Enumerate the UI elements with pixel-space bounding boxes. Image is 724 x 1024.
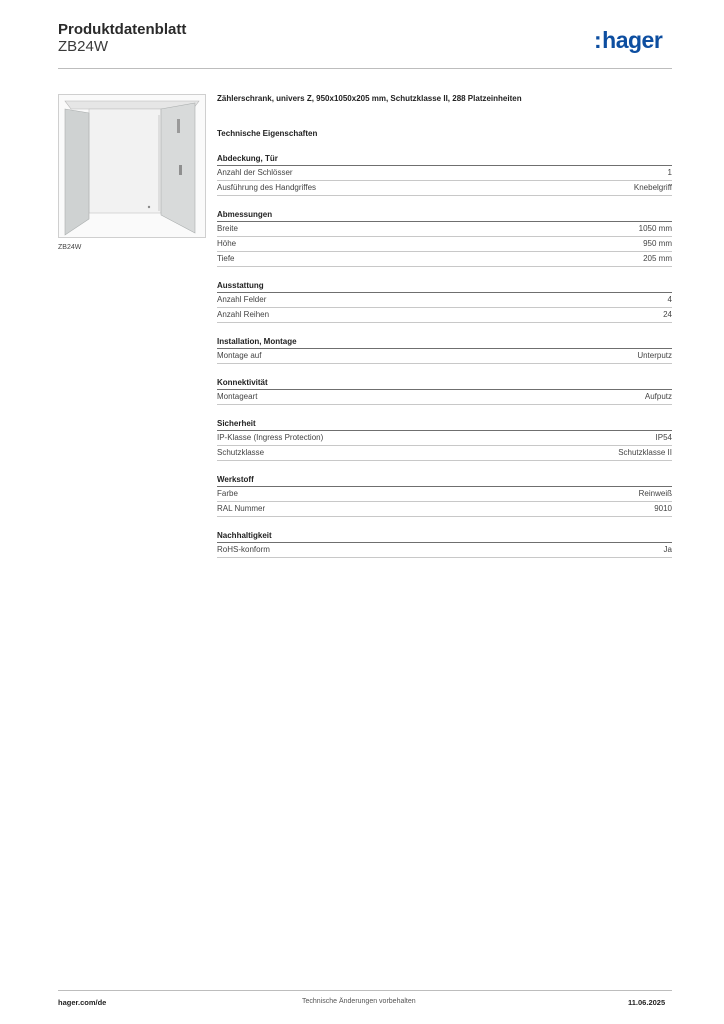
property-row bbox=[217, 390, 672, 405]
product-description: Zählerschrank, univers Z, 950x1050x205 mm, Schutzklasse II, 288 Platzeinheiten bbox=[217, 94, 522, 103]
group-title: Ausstattung bbox=[217, 280, 672, 293]
group-title: Abdeckung, Tür bbox=[217, 153, 672, 166]
cabinet-photo-icon bbox=[59, 95, 205, 237]
property-row bbox=[217, 308, 672, 323]
property-label: Anzahl der Schlösser bbox=[217, 168, 293, 177]
footer-date: 11.06.2025 bbox=[628, 998, 666, 1007]
property-groups bbox=[217, 153, 672, 558]
property-row bbox=[217, 487, 672, 502]
property-value: IP54 bbox=[655, 433, 672, 442]
group-title: Abmessungen bbox=[217, 209, 672, 222]
property-label: Montageart bbox=[217, 392, 258, 401]
property-label: Anzahl Reihen bbox=[217, 310, 270, 319]
property-value: Reinweiß bbox=[638, 489, 672, 498]
property-value: 205 mm bbox=[643, 254, 672, 263]
property-value: Unterputz bbox=[637, 351, 672, 360]
property-label: RoHS-konform bbox=[217, 545, 270, 554]
property-row bbox=[217, 222, 672, 237]
property-group bbox=[217, 418, 672, 461]
property-group bbox=[217, 209, 672, 267]
hager-logo bbox=[594, 27, 662, 54]
group-title: Konnektivität bbox=[217, 377, 672, 390]
property-row bbox=[217, 543, 672, 558]
property-group bbox=[217, 336, 672, 364]
group-title: Installation, Montage bbox=[217, 336, 672, 349]
property-label: Farbe bbox=[217, 489, 238, 498]
property-row bbox=[217, 181, 672, 196]
property-value: Knebelgriff bbox=[633, 183, 672, 192]
property-row bbox=[217, 252, 672, 267]
property-value: 24 bbox=[663, 310, 672, 319]
property-value: 4 bbox=[667, 295, 672, 304]
group-title: Werkstoff bbox=[217, 474, 672, 487]
product-code: ZB24W bbox=[58, 38, 109, 55]
property-value: Schutzklasse II bbox=[618, 448, 672, 457]
property-group bbox=[217, 474, 672, 517]
properties-title: Technische Eigenschaften bbox=[217, 129, 318, 138]
property-group bbox=[217, 280, 672, 323]
product-details bbox=[217, 92, 672, 558]
logo-colon: : bbox=[594, 27, 602, 53]
property-label: Breite bbox=[217, 224, 238, 233]
property-value: Aufputz bbox=[644, 392, 672, 401]
property-value: 9010 bbox=[654, 504, 672, 513]
property-value: Ja bbox=[663, 545, 672, 554]
logo-text: hager bbox=[602, 27, 663, 53]
footer-notice: Technische Änderungen vorbehalten bbox=[302, 998, 416, 1005]
property-group bbox=[217, 377, 672, 405]
property-label: Höhe bbox=[217, 239, 237, 248]
header-divider bbox=[58, 68, 672, 69]
image-caption: ZB24W bbox=[58, 244, 82, 251]
footer-divider bbox=[58, 990, 672, 991]
footer-website: hager.com/de bbox=[58, 998, 107, 1007]
property-value: 1 bbox=[667, 168, 672, 177]
property-row bbox=[217, 431, 672, 446]
property-row bbox=[217, 237, 672, 252]
property-row bbox=[217, 349, 672, 364]
property-label: RAL Nummer bbox=[217, 504, 266, 513]
group-title: Nachhaltigkeit bbox=[217, 530, 672, 543]
property-row bbox=[217, 166, 672, 181]
property-label: Schutzklasse bbox=[217, 448, 265, 457]
property-row bbox=[217, 293, 672, 308]
group-title: Sicherheit bbox=[217, 418, 672, 431]
property-value: 1050 mm bbox=[638, 224, 672, 233]
property-value: 950 mm bbox=[643, 239, 672, 248]
property-label: Anzahl Felder bbox=[217, 295, 267, 304]
page-title: Produktdatenblatt bbox=[58, 21, 187, 38]
property-row bbox=[217, 502, 672, 517]
property-label: Ausführung des Handgriffes bbox=[217, 183, 317, 192]
property-group bbox=[217, 153, 672, 196]
product-image bbox=[58, 94, 206, 238]
property-label: Tiefe bbox=[217, 254, 235, 263]
property-label: IP-Klasse (Ingress Protection) bbox=[217, 433, 324, 442]
property-label: Montage auf bbox=[217, 351, 262, 360]
property-group bbox=[217, 530, 672, 558]
property-row bbox=[217, 446, 672, 461]
